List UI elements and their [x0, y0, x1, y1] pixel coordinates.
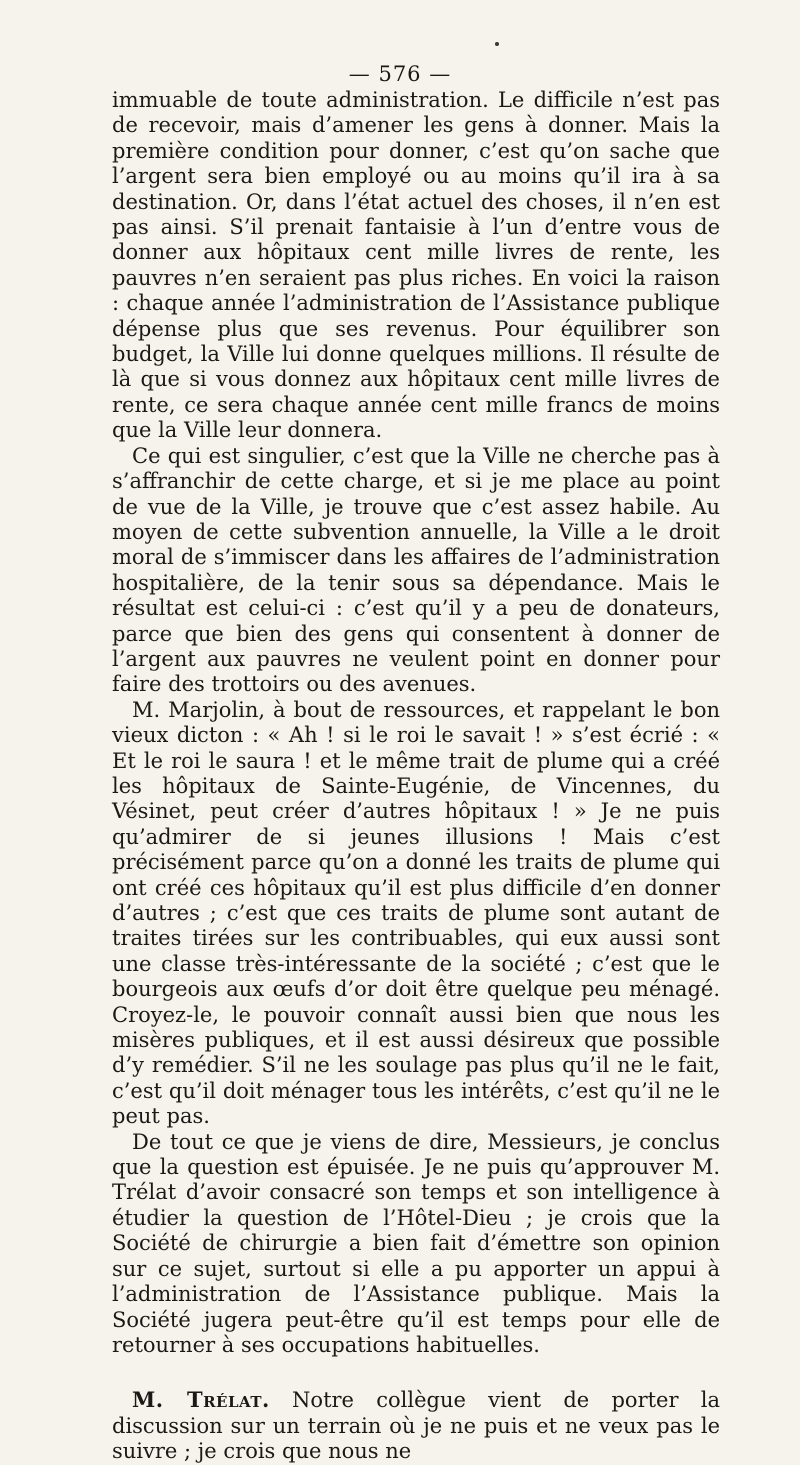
paragraph-conclusion: De tout ce que je viens de dire, Messieurs, je conclus que la question est épuisée. Je ne puis qu’approuver M. Trélat d’avoir consacré son temps et son intelligence à étudier la question de l’Hôtel-Dieu ; je crois que la Société de chirurgie a bien fait d’émettre son opinion sur ce sujet, surtout si elle a pu apporter un appui à l’administration de l’Assistance publique. Mais la Société jugera peut-être qu’il est temps pour elle de retourner à ses occupations habituelles.	[112, 1129, 720, 1357]
speaker-paragraph	[112, 1387, 720, 1464]
paragraph-marjolin: M. Marjolin, à bout de ressources, et rappelant le bon vieux dicton : « Ah ! si le roi le savait ! » s’est écrié : « Et le roi le saura ! et le même trait de plume qui a créé les hôpitaux de Sainte-Eugénie, de Vincennes, du Vésinet, peut créer d’autres hôpitaux ! » Je ne puis qu’admirer de si jeunes illusions ! Mais c’est précisément parce qu’on a donné les traits de plume qui ont créé ces hôpitaux qu’il est plus difficile d’en donner d’autres ; c’est que ces traits de plume sont autant de traites tirées sur les contribuables, qui eux aussi sont une classe très-intéressante de la société ; c’est que le bourgeois aux œufs d’or doit être quelque peu ménagé. Croyez-le, le pouvoir connaît aussi bien que nous les misères publiques, et il est aussi désireux que possible d’y remédier. S’il ne les soulage pas plus qu’il ne le fait, c’est qu’il doit ménager tous les intérêts, c’est qu’il ne le peut pas.	[112, 697, 720, 1129]
ink-speck	[495, 42, 499, 46]
speaker-name: M. Trélat.	[132, 1387, 270, 1413]
page-number: — 576 —	[348, 62, 452, 86]
paragraph-continuation: immuable de toute administration. Le difficile n’est pas de recevoir, mais d’amener les gens à donner. Mais la première condition pour donner, c’est qu’on sache que l’argent sera bien employé ou au moins qu’il ira à sa destination. Or, dans l’état actuel des choses, il n’en est pas ainsi. S’il prenait fantaisie à l’un d’entre vous de donner aux hôpitaux cent mille livres de rente, les pauvres n’en seraient pas plus riches. En voici la raison : chaque année l’administration de l’Assistance publique dépense plus que ses revenus. Pour équilibrer son budget, la Ville lui donne quelques millions. Il résulte de là que si vous donnez aux hôpitaux cent mille livres de rente, ce sera chaque année cent mille francs de moins que la Ville leur donnera.	[112, 88, 720, 443]
paragraph-city-subsidy: Ce qui est singulier, c’est que la Ville ne cherche pas à s’affranchir de cette charge, et si je me place au point de vue de la Ville, je trouve que c’est assez habile. Au moyen de cette subvention annuelle, la Ville a le droit moral de s’immiscer dans les affaires de l’administration hospitalière, de la tenir sous sa dépendance. Mais le résultat est celui-ci : c’est qu’il y a peu de donateurs, parce que bien des gens qui consentent à donner de l’argent aux pauvres ne veulent point en donner pour faire des trottoirs ou des avenues.	[112, 443, 720, 697]
body-text	[112, 88, 720, 1465]
speaker-text: Notre collègue vient de porter la discussion sur un terrain où je ne puis et ne veux pas le suivre ; je crois que nous ne	[112, 1388, 720, 1464]
